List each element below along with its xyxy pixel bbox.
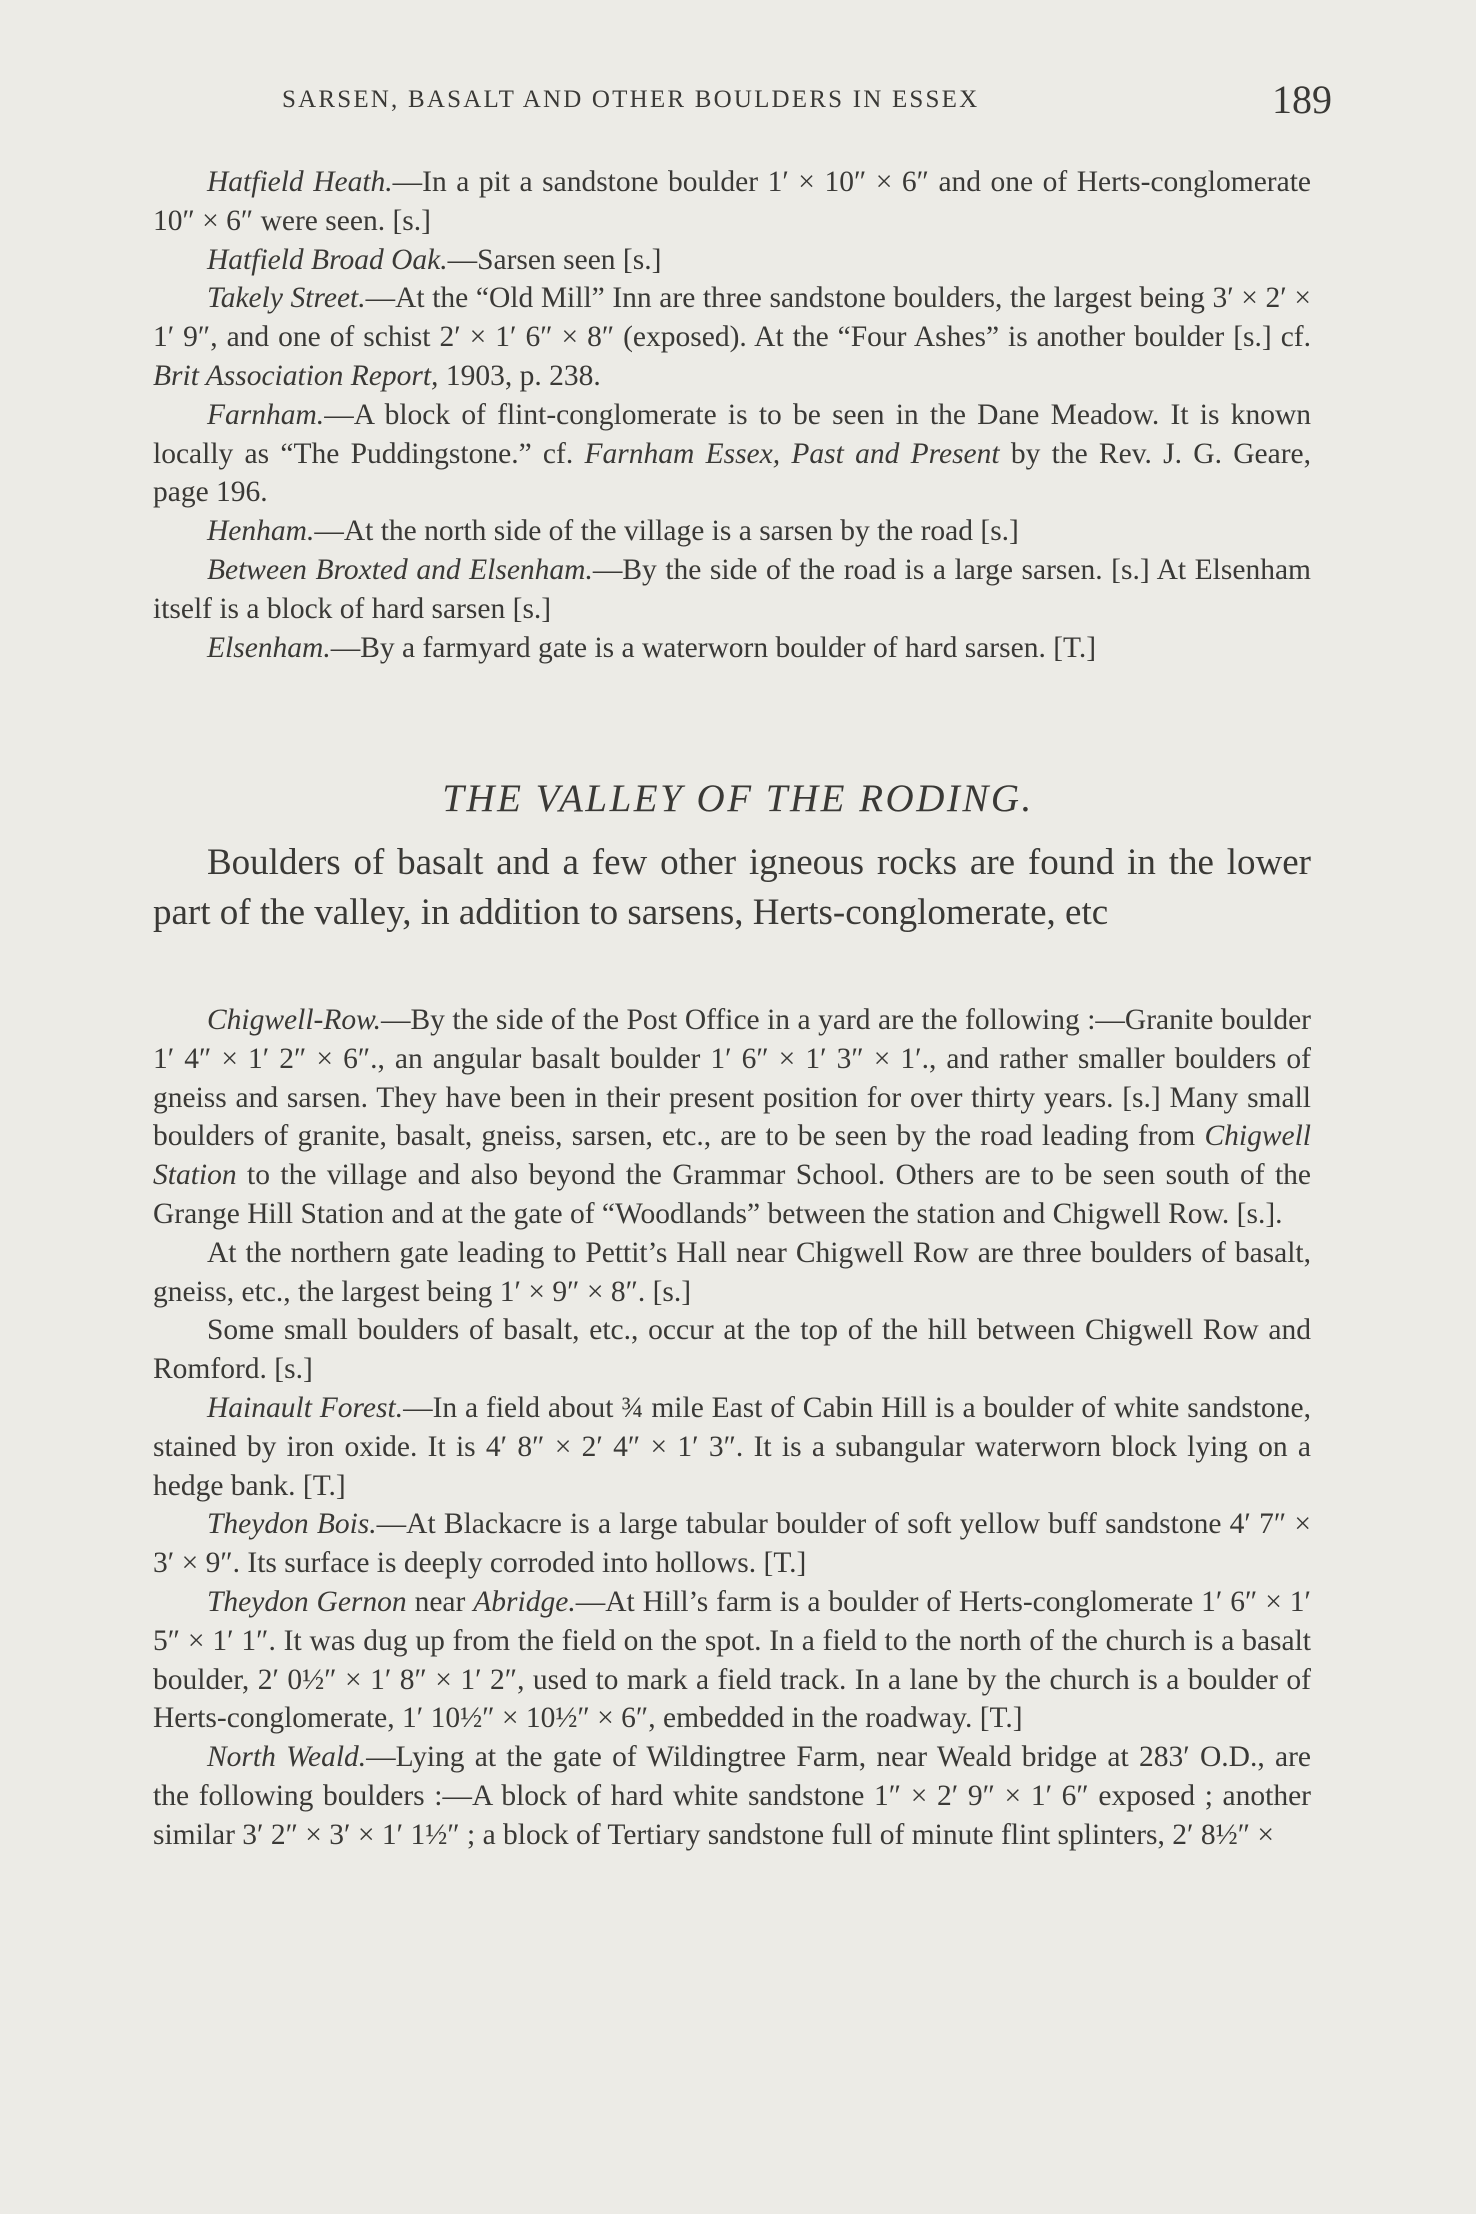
paragraph-text: —At the north side of the village is a sarsen by the road [s.] [314, 515, 1019, 548]
paragraph-text: —At Blackacre is a large tabular boulder of soft yellow buff sandstone 4′ 7″ × 3′ × 9″. Its surface is deeply corroded into hollows. [T.] [153, 1508, 1311, 1580]
paragraph [153, 512, 1311, 551]
paragraph-text: —By a farmyard gate is a waterworn boulder of hard sarsen. [T.] [330, 631, 1097, 664]
paragraph [153, 241, 1311, 280]
paragraph [153, 1311, 1311, 1389]
place-name: Chigwell-Row. [207, 1004, 381, 1036]
page-number: 189 [1272, 77, 1332, 122]
paragraph-text: —In a field about ¾ mile East of Cabin Hill is a boulder of white sandstone, stained by iron oxide. It is 4′ 8″ × 2′ 4″ × 1′ 3″. It is a subangular waterworn block lying on a hedge bank. [T.] [153, 1391, 1311, 1502]
section-heading: THE VALLEY OF THE RODING. [442, 777, 1034, 820]
paragraph-text: 1903, p. 238. [438, 359, 601, 392]
paragraph-text: —Lying at the gate of Wildingtree Farm, near Weald bridge at 283′ O.D., are the following boulders :—A block of hard white sandstone 1″ × 2′ 9″ × 1′ 6″ exposed ; another similar 3′ 2″ × 3′ × 1′ 1½″ ; a block of Tertiary sandstone full of minute flint splinters, 2′ 8½″ × [153, 1741, 1311, 1851]
paragraph-text: —By the side of the Post Office in a yard are the following :—Granite boulder 1′ 4″ × 1′ 2″ × 6″., an angular basalt boulder 1′ 6″ × 1′ 3″ × 1′., and rather smaller boulders of gneiss and sarsen. They have been in their present position for over thirty years. [s.] Many small boulders of granite, basalt, gneiss, sarsen, etc., are to be seen by the road leading from [153, 1004, 1311, 1153]
page-header [282, 77, 1332, 132]
paragraph [153, 1389, 1311, 1505]
place-name: Between Broxted and Elsenham. [207, 553, 593, 586]
citation-title: Brit Association Report, [153, 359, 439, 392]
place-name: Farnham. [207, 398, 325, 431]
citation-title: Chigwell Station [153, 1120, 1311, 1192]
paragraph [153, 551, 1311, 629]
paragraph-text: —At Hill’s farm is a boulder of Herts-conglomerate 1′ 6″ × 1′ 5″ × 1′ 1″. It was dug up from the field on the spot. In a field to the north of the church is a basalt boulder, 2′ 0½″ × 1′ 8″ × 1′ 2″, used to mark a field track. In a lane by the church is a boulder of Herts-conglomerate, 1′ 10½″ × 10½″ × 6″, embedded in the roadway. [T.] [153, 1585, 1311, 1735]
paragraph-text: —In a pit a sandstone boulder 1′ × 10″ × 6″ and one of Herts-conglomerate 10″ × 6″ were seen. [s.] [153, 166, 1311, 237]
intro-paragraph: Boulders of basalt and a few other igneous rocks are found in the lower part of the valley, in addition to sarsens, Herts-conglomerate, etc [153, 842, 1311, 933]
boulder-notes-section [153, 163, 1311, 667]
paragraph [153, 1001, 1311, 1234]
roding-notes-section [153, 1001, 1311, 1855]
place-name: Takely Street. [207, 282, 366, 315]
paragraph-text: by the Rev. J. G. Geare, page 196. [153, 437, 1312, 509]
place-name: Theydon Gernon [207, 1585, 407, 1618]
citation-title: Farnham Essex, Past and Present [584, 437, 1000, 470]
paragraph-text: —By the side of the road is a large sarsen. [s.] At Elsenham itself is a block of hard sarsen [s.] [153, 553, 1311, 625]
running-title: SARSEN, BASALT AND OTHER BOULDERS IN ESSEX [282, 86, 980, 113]
paragraph [153, 163, 1311, 241]
place-name: Elsenham. [207, 631, 331, 664]
paragraph [153, 1505, 1311, 1583]
paragraph [153, 1738, 1311, 1854]
place-name: Hainault Forest. [207, 1391, 404, 1424]
paragraph-text: —At the “Old Mill” Inn are three sandstone boulders, the largest being 3′ × 2′ × 1′ 9″, and one of schist 2′ × 1′ 6″ × 8″ (exposed). At the “Four Ashes” is another boulder [s.] cf. [153, 282, 1311, 354]
paragraph-text: near [406, 1585, 474, 1618]
place-name: North Weald. [207, 1741, 367, 1774]
place-name: Hatfield Heath. [207, 166, 393, 198]
paragraph-text: Some small boulders of basalt, etc., occur at the top of the hill between Chigwell Row and Romford. [s.] [153, 1314, 1311, 1386]
paragraph-text: At the northern gate leading to Pettit’s Hall near Chigwell Row are three boulders of basalt, gneiss, etc., the largest being 1′ × 9″ × 8″. [s.] [153, 1236, 1311, 1308]
paragraph [153, 1234, 1311, 1312]
paragraph [153, 629, 1311, 668]
paragraph [153, 396, 1311, 512]
intro-section [153, 838, 1311, 938]
place-name: Hatfield Broad Oak. [207, 243, 448, 276]
place-name: Theydon Bois. [207, 1508, 377, 1541]
place-name: Abridge. [473, 1585, 576, 1618]
paragraph-text: to the village and also beyond the Grammar School. Others are to be seen south of the Grange Hill Station and at the gate of “Woodlands” between the station and Chigwell Row. [s.]. [153, 1159, 1311, 1230]
paragraph-text: —Sarsen seen [s.] [447, 243, 662, 276]
paragraph [153, 1583, 1311, 1738]
paragraph-text: —A block of flint-conglomerate is to be seen in the Dane Meadow. It is known locally as “The Puddingstone.” cf. [153, 398, 1311, 470]
place-name: Henham. [207, 515, 315, 548]
paragraph [153, 279, 1311, 395]
